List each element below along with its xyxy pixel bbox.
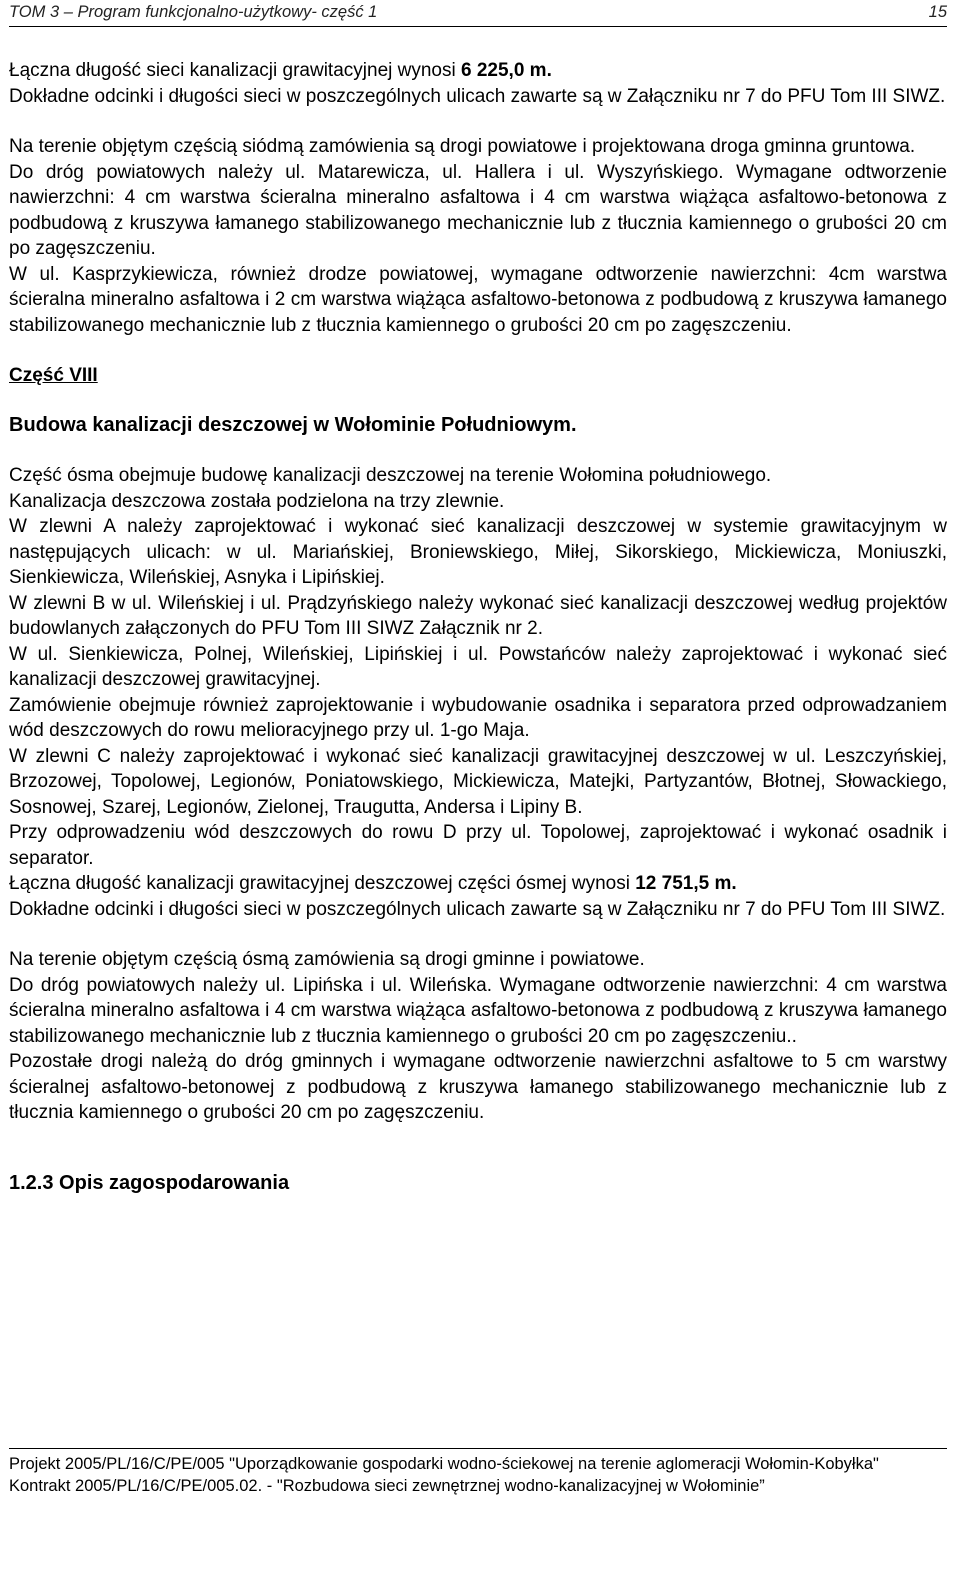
paragraph: Część ósma obejmuje budowę kanalizacji deszczowej na terenie Wołomina południowego. bbox=[9, 465, 772, 486]
page-footer bbox=[9, 1448, 947, 1497]
paragraph: Do dróg powiatowych należy ul. Lipińska i ul. Wileńska. Wymagane odtworzenie nawierzchni: 4 cm warstwa ścieralna mineralno asfaltowa i 4 cm warstwa wiążąca asfaltowo-betonowa z podbudową z kruszywa łamanego stabilizowanego mechanicznie lub z tłucznia kamiennego o grubości 20 cm po zagęszczeniu.. bbox=[9, 974, 947, 1047]
paragraph: Dokładne odcinki i długości sieci w poszczególnych ulicach zawarte są w Załączniku nr 7 do PFU Tom III SIWZ. bbox=[9, 898, 946, 920]
length-value: 12 751,5 m. bbox=[635, 873, 737, 894]
paragraph: Do dróg powiatowych należy ul. Matarewicza, ul. Hallera i ul. Wyszyńskiego. Wymagane odtworzenie nawierzchni: 4 cm warstwa ścieralna mineralno asfaltowa i 4 cm warstwa wiążąca asfaltowo-betonowa z podbudową z kruszywa łamanego stabilizowanego mechanicznie lub z tłucznia kamiennego o grubości 20 cm po zagęszczeniu. bbox=[9, 161, 947, 259]
paragraph: W ul. Kasprzykiewicza, również drodze powiatowej, wymagane odtworzenie nawierzchni: 4cm warstwa ścieralna mineralno asfaltowa i 2 cm warstwa wiążąca asfaltowo-betonowa z podbudową z kruszywa łamanego stabilizowanego mechanicznie lub z tłucznia kamiennego o grubości 20 cm po zagęszczeniu. bbox=[9, 263, 947, 336]
page-header bbox=[9, 2, 947, 27]
paragraph: Na terenie objętym częścią siódmą zamówienia są drogi powiatowe i projektowana droga gminna gruntowa. bbox=[9, 136, 916, 157]
footer-project: Projekt 2005/PL/16/C/PE/005 "Uporządkowanie gospodarki wodno-ściekowej na terenie aglomeracji Wołomin-Kobyłka" bbox=[9, 1455, 879, 1473]
paragraph: Łączna długość sieci kanalizacji grawitacyjnej wynosi 6 225,0 m. bbox=[9, 60, 552, 81]
paragraph: Kanalizacja deszczowa została podzielona na trzy zlewnie. bbox=[9, 490, 505, 512]
section-title: Budowa kanalizacji deszczowej w Wołominie Południowym. bbox=[9, 414, 577, 436]
paragraph: Zamówienie obejmuje również zaprojektowanie i wybudowanie osadnika i separatora przed odprowadzaniem wód deszczowych do rowu melioracyjnego przy ul. 1-go Maja. bbox=[9, 694, 947, 741]
document-body bbox=[9, 58, 947, 1196]
paragraph: W zlewni A należy zaprojektować i wykonać sieć kanalizacji deszczowej w systemie grawitacyjnym w następujących ulicach: w ul. Mariańskiej, Broniewskiego, Miłej, Sikorskiego, Mickiewicza, Moniuszki, Sienkiewicza, Wileńskiej, Asnyka i Lipińskiej. bbox=[9, 516, 947, 588]
section-heading: Część VIII bbox=[9, 365, 98, 386]
paragraph: Przy odprowadzeniu wód deszczowych do rowu D przy ul. Topolowej, zaprojektować i wykonać osadnik i separator. bbox=[9, 822, 947, 869]
paragraph: W ul. Sienkiewicza, Polnej, Wileńskiej, Lipińskiej i ul. Powstańców należy zaprojektować i wykonać sieć kanalizacji deszczowej grawitacyjnej. bbox=[9, 643, 947, 690]
paragraph: Pozostałe drogi należą do dróg gminnych i wymagane odtworzenie nawierzchni asfaltowe to 5 cm warstwy ścieralnej asfaltowo-betonowej z podbudową z kruszywa łamanego stabilizowanego mechanicznie lub z tłucznia kamiennego o grubości 20 cm po zagęszczeniu. bbox=[9, 1051, 947, 1123]
document-title: TOM 3 – Program funkcjonalno-użytkowy- część 1 bbox=[9, 3, 378, 21]
paragraph: W zlewni B w ul. Wileńskiej i ul. Prądzyńskiego należy wykonać sieć kanalizacji deszczowej według projektów budowlanych załączonych do PFU Tom III SIWZ Załącznik nr 2. bbox=[9, 592, 947, 639]
paragraph: Łączna długość kanalizacji grawitacyjnej deszczowej części ósmej wynosi 12 751,5 m. bbox=[9, 873, 737, 894]
footer-contract: Kontrakt 2005/PL/16/C/PE/005.02. - "Rozbudowa sieci zewnętrznej wodno-kanalizacyjnej w Wołominie” bbox=[9, 1477, 765, 1495]
paragraph: Na terenie objętym częścią ósmą zamówienia są drogi gminne i powiatowe. bbox=[9, 949, 645, 970]
paragraph: Dokładne odcinki i długości sieci w poszczególnych ulicach zawarte są w Załączniku nr 7 do PFU Tom III SIWZ. bbox=[9, 85, 946, 107]
subsection-heading: 1.2.3 Opis zagospodarowania bbox=[9, 1171, 290, 1194]
paragraph: W zlewni C należy zaprojektować i wykonać sieć kanalizacji grawitacyjnej deszczowej w ul. Leszczyńskiej, Brzozowej, Topolowej, Legionów, Poniatowskiego, Mickiewicza, Matejki, Partyzantów, Błotnej, Słowackiego, Sosnowej, Szarej, Legionów, Zielonej, Traugutta, Andersa i Lipiny B. bbox=[9, 745, 947, 818]
page-number: 15 bbox=[928, 3, 947, 21]
length-value: 6 225,0 m. bbox=[461, 60, 552, 81]
